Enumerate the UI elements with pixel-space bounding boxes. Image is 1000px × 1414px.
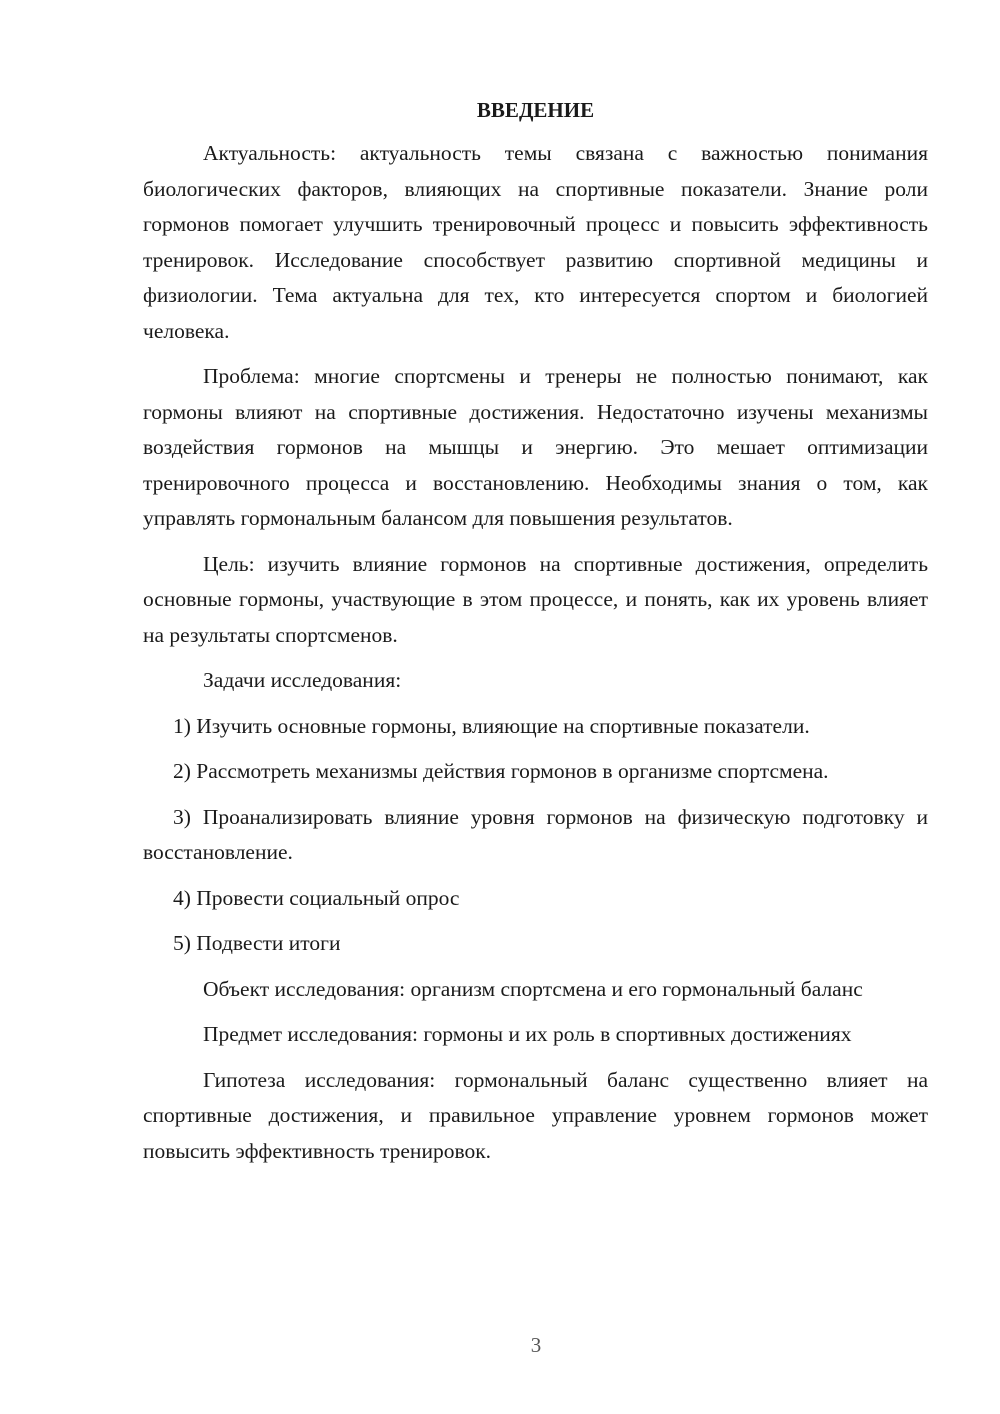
- document-body: [143, 92, 928, 1179]
- relevance-paragraph: Актуальность: актуальность темы связана с важностью понимания биологических факторов, влияющих на спортивные показатели. Знание роли гормонов помогает улучшить тренировочный процесс и повысить эффективность тренировок. Исследование способствует развитию спортивной медицины и физиологии. Тема актуальна для тех, кто интересуется спортом и биологией человека.: [143, 141, 928, 343]
- goal-paragraph: Цель: изучить влияние гормонов на спортивные достижения, определить основные гормоны, участвующие в этом процессе, и понять, как их уровень влияет на результаты спортсменов.: [143, 551, 928, 647]
- task-item: 3) Проанализировать влияние уровня гормонов на физическую подготовку и восстановление.: [143, 804, 928, 864]
- problem-paragraph: Проблема: многие спортсмены и тренеры не полностью понимают, как гормоны влияют на спортивные достижения. Недостаточно изучены механизмы воздействия гормонов на мышцы и энергию. Это мешает оптимизации тренировочного процесса и восстановлению. Необходимы знания о том, как управлять гормональным балансом для повышения результатов.: [143, 364, 928, 530]
- page-number: 3: [530, 1333, 542, 1357]
- task-item: 4) Провести социальный опрос: [173, 885, 460, 910]
- object-paragraph: Объект исследования: организм спортсмена и его гормональный баланс: [203, 976, 863, 1001]
- subject-paragraph: Предмет исследования: гормоны и их роль в спортивных достижениях: [203, 1022, 852, 1046]
- task-item: 1) Изучить основные гормоны, влияющие на спортивные показатели.: [173, 713, 810, 738]
- task-item: 2) Рассмотреть механизмы действия гормонов в организме спортсмена.: [173, 759, 829, 783]
- task-item: 5) Подвести итоги: [173, 931, 341, 955]
- hypothesis-paragraph: Гипотеза исследования: гормональный баланс существенно влияет на спортивные достижения, и правильное управление уровнем гормонов может повысить эффективность тренировок.: [143, 1067, 928, 1163]
- tasks-heading: Задачи исследования:: [203, 668, 402, 692]
- section-title: ВВЕДЕНИЕ: [476, 98, 595, 122]
